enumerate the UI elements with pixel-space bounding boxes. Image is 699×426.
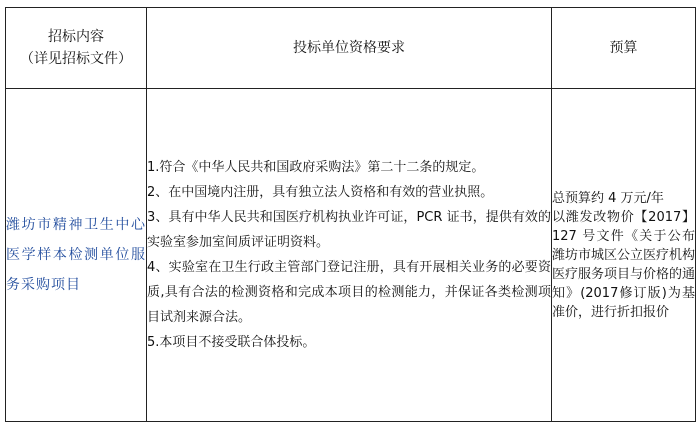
table-header-row	[6, 8, 696, 89]
requirement-item-1: 1.符合《中华人民共和国政府采购法》第二十二条的规定。	[147, 160, 485, 175]
header-budget: 预算	[552, 8, 696, 89]
requirement-item-2: 2、在中国境内注册，具有独立法人资格和有效的营业执照。	[147, 185, 494, 200]
budget-cell	[552, 89, 696, 422]
table-row	[6, 89, 696, 422]
budget-total: 总预算约 4 万元/年	[552, 190, 664, 206]
requirement-item-4: 4、实验室在卫生行政主管部门登记注册，具有开展相关业务的必要资质,具有合法的检测资格和完成本项目的检测能力，并保证各类检测项目试剂来源合法。	[147, 260, 551, 325]
header-bid-content-title: 招标内容	[48, 29, 104, 45]
header-bid-content-note: （详见招标文件）	[20, 51, 132, 67]
project-cell	[6, 89, 147, 422]
project-name: 潍坊市精神卫生中心医学样本检测单位服务采购项目	[6, 217, 146, 293]
requirement-item-5: 5.本项目不接受联合体投标。	[147, 335, 316, 350]
header-bid-content	[6, 8, 147, 89]
requirements-cell	[147, 89, 552, 422]
bid-requirements-table	[5, 7, 696, 422]
requirement-item-3: 3、具有中华人民共和国医疗机构执业许可证，PCR 证书，提供有效的实验室参加室间质评证明资料。	[147, 210, 551, 250]
header-qualification-requirements: 投标单位资格要求	[147, 8, 552, 89]
budget-pricing-basis: 以潍发改物价【2017】127 号文件《关于公布潍坊市城区公立医疗机构医疗服务项目与价格的通知》(2017修订版)为基准价，进行折扣报价	[552, 209, 696, 320]
